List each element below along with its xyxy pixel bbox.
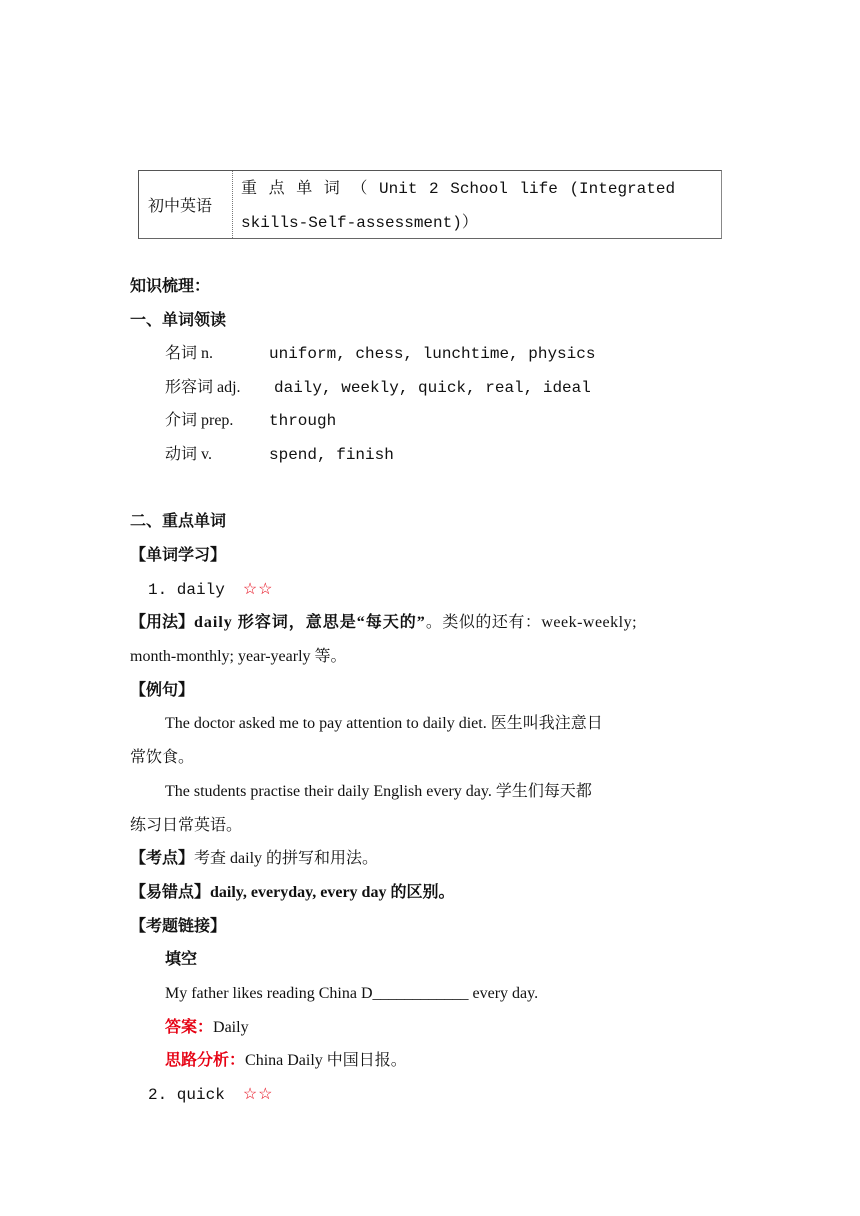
test-point-label: 【考点】 [130,850,195,867]
exam-link-label: 【考题链接】 [130,918,227,935]
vocab-row-verb-pos: 动词 v. [165,446,212,463]
example2-line-1: The students practise their daily English every day. 学生们每天都 [165,783,592,800]
topic-line-1: 重 点 单 词 （ Unit 2 School life (Integrated [241,180,676,198]
answer-text: Daily [213,1019,249,1036]
star-rating-icon: ☆☆ [242,581,274,598]
usage-line-1 [130,613,637,633]
error-point-text: daily, everyday, every day 的区别。 [210,884,455,901]
vocab-row-noun-pos: 名词 n. [165,345,214,362]
vocab-row-verb-words: spend, finish [269,446,394,464]
header-table [138,170,722,239]
word2-heading [148,1085,274,1105]
section-knowledge-title: 知识梳理： [130,278,211,295]
error-point-line [130,883,454,903]
star-rating-icon: ☆☆ [242,1086,274,1103]
section1-title: 一、单词领读 [130,312,227,329]
usage-rest-text: 。类似的还有：week-weekly; [425,614,638,631]
answer-label: 答案： [165,1019,214,1036]
question-text: My father likes reading China D____________ every day. [165,985,539,1002]
vocab-row-noun-words: uniform, chess, lunchtime, physics [269,345,596,363]
test-point-line [130,849,378,869]
analysis-text: China Daily 中国日报。 [245,1052,407,1069]
section2-title: 二、重点单词 [130,513,227,530]
subject-label: 初中英语 [148,198,213,215]
analysis-line [165,1051,407,1071]
vocab-row-prep-pos: 介词 prep. [165,412,234,429]
vocab-row-adj-pos: 形容词 adj. [165,379,241,396]
example-label: 【例句】 [130,682,195,699]
word-study-label: 【单词学习】 [130,547,227,564]
example2-line-2: 练习日常英语。 [130,817,243,834]
answer-line [165,1018,249,1038]
usage-bold-text: daily 形容词，意思是“每天的” [194,614,426,631]
error-point-label: 【易错点】 [130,884,211,901]
usage-label: 【用法】 [130,614,195,631]
usage-line-2: month-monthly; year-yearly 等。 [130,648,347,665]
example1-line-2: 常饮食。 [130,749,195,766]
fill-blank-label: 填空 [165,951,198,968]
topic-line-2: skills-Self-assessment)） [241,214,478,232]
word1-heading [148,580,274,600]
test-point-text: 考查 daily 的拼写和用法。 [194,850,379,867]
example1-line-1: The doctor asked me to pay attention to daily diet. 医生叫我注意日 [165,715,603,732]
vocab-row-adj-words: daily, weekly, quick, real, ideal [274,379,591,397]
subject-cell [139,171,233,238]
analysis-label: 思路分析： [165,1052,246,1069]
vocab-row-prep-words: through [269,412,337,430]
word2-title: 2. quick [148,1086,225,1104]
word1-title: 1. daily [148,581,225,599]
